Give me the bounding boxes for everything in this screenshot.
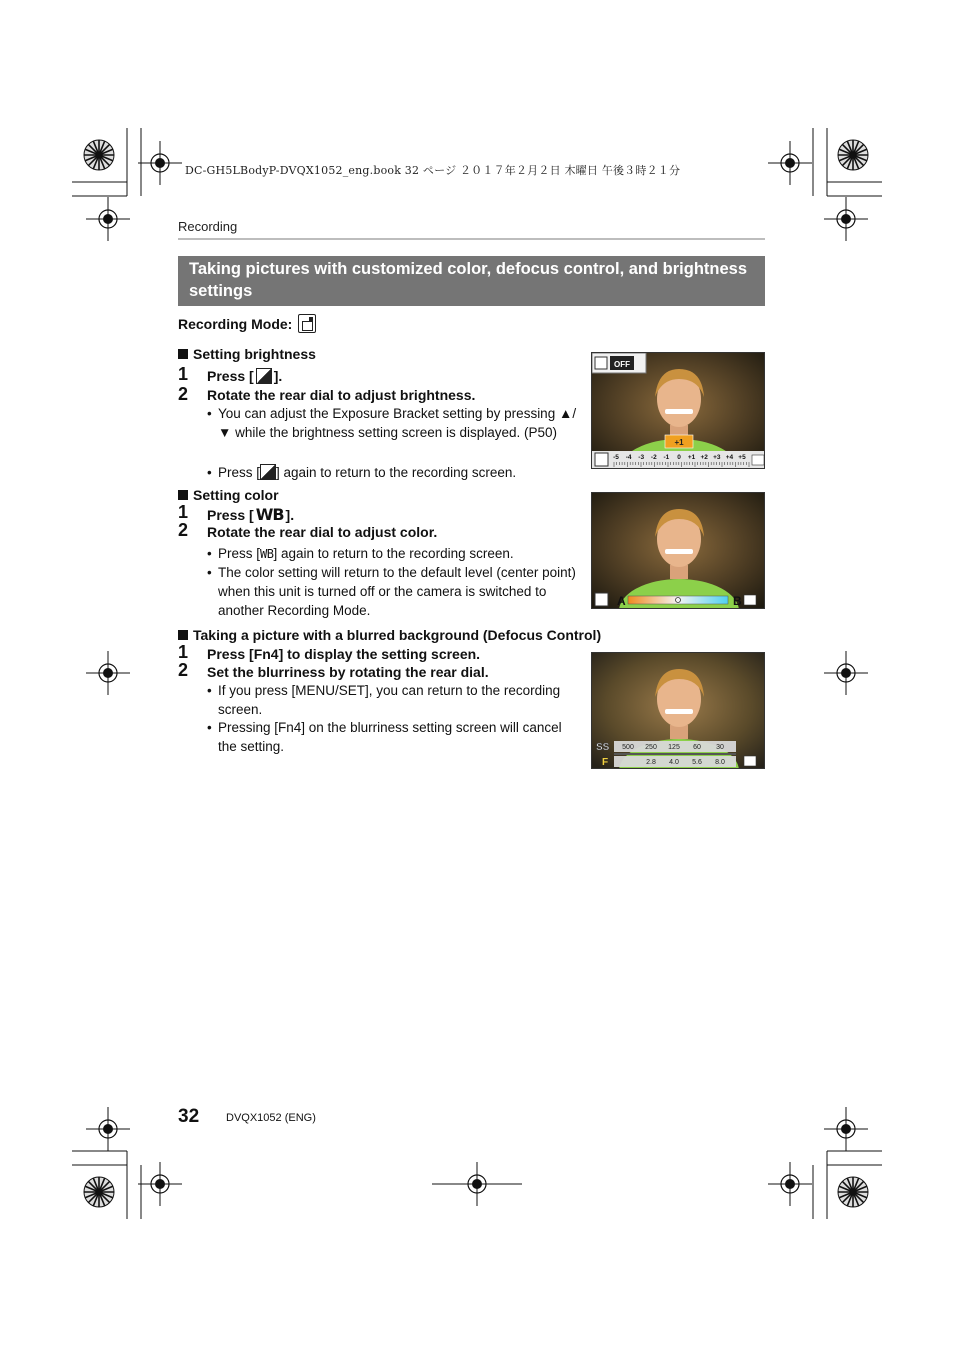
- defocus-bullet-2: • Pressing [Fn4] on the blurriness setting screen will cancel the setting.: [207, 718, 577, 756]
- color-step1-number: 1: [178, 502, 189, 522]
- shutter-speed-value: 60: [693, 744, 701, 751]
- shutter-speed-value: 30: [716, 744, 724, 751]
- brightness-screen-photo: [591, 352, 765, 469]
- exposure-scale-label: -2: [650, 454, 657, 461]
- shutter-speed-value: 500: [622, 744, 634, 751]
- brightness-step2-number: 2: [178, 384, 189, 404]
- recording-mode-label: Recording Mode:: [178, 315, 293, 332]
- color-scale-right-label: B: [733, 594, 742, 608]
- white-balance-icon: WB: [260, 547, 274, 561]
- exposure-scale-label: +5: [738, 454, 746, 461]
- exposure-scale-label: +4: [725, 454, 734, 461]
- brightness-step1: Press [ ].: [207, 368, 283, 384]
- recording-mode: [178, 314, 316, 333]
- section-divider: [178, 238, 765, 240]
- bracket-off-label: OFF: [614, 360, 630, 369]
- print-header: DC-GH5LBodyP-DVQX1052_eng.book 32 ページ ２０１７年２月２日 木曜日 午後３時２１分: [185, 164, 681, 177]
- color-step2-number: 2: [178, 520, 189, 540]
- shutter-speed-label: SS: [596, 742, 610, 753]
- defocus-step1: Press [Fn4] to display the setting screen.: [207, 646, 481, 662]
- intelligent-auto-icon: [298, 314, 316, 333]
- color-step1: Press [ WB ].: [207, 505, 295, 524]
- defocus-step1-number: 1: [178, 642, 189, 662]
- defocus-heading: Taking a picture with a blurred background (Defocus Control): [178, 627, 601, 643]
- color-step2: Rotate the rear dial to adjust color.: [207, 524, 438, 540]
- aperture-value: 4.0: [669, 759, 679, 766]
- exposure-scale-label: +2: [700, 454, 708, 461]
- exposure-scale-label: -5: [613, 454, 619, 461]
- color-heading: Setting color: [178, 487, 279, 503]
- exposure-scale-label: +3: [713, 454, 721, 461]
- document-code: DVQX1052 (ENG): [226, 1112, 316, 1124]
- defocus-step2: Set the blurriness by rotating the rear dial.: [207, 664, 489, 680]
- aperture-value: 2.8: [646, 759, 656, 766]
- page-number: 32: [178, 1106, 200, 1127]
- exposure-compensation-icon: [260, 464, 276, 480]
- aperture-value: 5.6: [692, 759, 702, 766]
- exposure-scale-label: -1: [663, 454, 670, 461]
- aperture-label: F: [602, 757, 609, 768]
- square-bullet-icon: [178, 490, 188, 500]
- exposure-scale-label: +1: [687, 454, 696, 461]
- exposure-scale-label: 0: [677, 454, 681, 461]
- brightness-bullet-1: • You can adjust the Exposure Bracket setting by pressing ▲/▼ while the brightness setting screen is displayed. (P50): [207, 404, 577, 442]
- brightness-step1-number: 1: [178, 364, 189, 384]
- brightness-bullet-2: • Press [ ] again to return to the recording screen.: [207, 463, 577, 482]
- exposure-scale-label: -3: [638, 454, 645, 461]
- defocus-step2-number: 2: [178, 660, 189, 680]
- page-title: Taking pictures with customized color, defocus control, and brightness settings: [178, 256, 765, 306]
- shutter-speed-value: 125: [668, 744, 680, 751]
- defocus-screen-photo: [591, 652, 765, 769]
- brightness-step2: Rotate the rear dial to adjust brightness.: [207, 387, 476, 403]
- exposure-scale-label: -4: [625, 454, 632, 461]
- shutter-speed-value: 250: [645, 744, 657, 751]
- color-screen-photo: [591, 492, 765, 609]
- square-bullet-icon: [178, 630, 188, 640]
- aperture-value: 8.0: [715, 759, 725, 766]
- white-balance-icon: WB: [255, 505, 284, 524]
- exposure-compensation-icon: [256, 368, 272, 384]
- color-scale-left-label: A: [617, 594, 626, 608]
- color-bullet-1: • Press [WB] again to return to the recording screen.: [207, 544, 577, 564]
- color-bullet-2: • The color setting will return to the default level (center point) when this unit is turned off or the camera is switched to another Recording Mode.: [207, 563, 577, 620]
- brightness-heading: Setting brightness: [178, 346, 316, 362]
- exposure-value-badge: +1: [674, 438, 684, 447]
- defocus-bullet-1: • If you press [MENU/SET], you can return to the recording screen.: [207, 681, 577, 719]
- section-label: Recording: [178, 219, 238, 234]
- square-bullet-icon: [178, 349, 188, 359]
